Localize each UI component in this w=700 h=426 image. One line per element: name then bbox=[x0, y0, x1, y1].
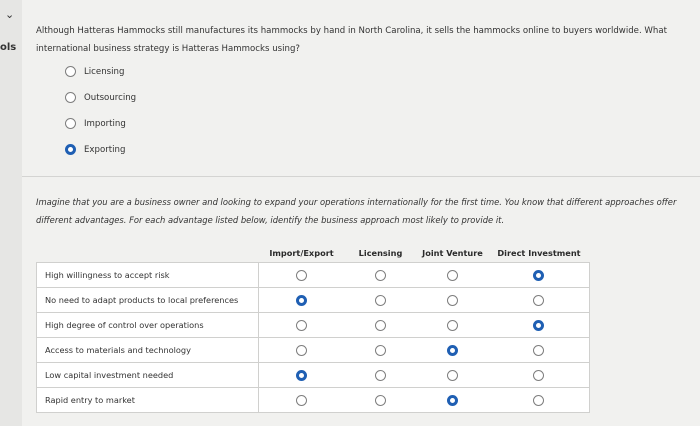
grid-header-row bbox=[37, 244, 590, 262]
grid-cell-import-export bbox=[259, 362, 345, 387]
grid-cell-direct-investment bbox=[489, 287, 590, 312]
column-header-direct-investment: Direct Investment bbox=[497, 247, 581, 258]
divider bbox=[22, 176, 700, 177]
radio-joint-venture[interactable] bbox=[447, 320, 458, 331]
grid-cell-joint-venture bbox=[417, 362, 489, 387]
row-label: Low capital investment needed bbox=[37, 362, 259, 387]
left-rail bbox=[0, 0, 22, 426]
row-label: High willingness to accept risk bbox=[37, 262, 259, 287]
grid-row bbox=[37, 312, 590, 337]
grid-cell-import-export bbox=[259, 337, 345, 362]
option-exporting[interactable] bbox=[65, 144, 125, 155]
grid-corner bbox=[37, 244, 259, 262]
radio-joint-venture[interactable] bbox=[447, 295, 458, 306]
grid-cell-licensing bbox=[345, 362, 417, 387]
grid-row bbox=[37, 362, 590, 387]
row-label: Rapid entry to market bbox=[37, 387, 259, 412]
option-label: Exporting bbox=[84, 144, 126, 155]
option-importing[interactable] bbox=[65, 118, 126, 129]
radio-import-export[interactable] bbox=[296, 345, 307, 356]
grid-cell-direct-investment bbox=[489, 387, 590, 412]
column-header-import-export: Import/Export bbox=[269, 247, 334, 258]
radio-joint-venture[interactable] bbox=[447, 270, 458, 281]
radio-licensing[interactable] bbox=[375, 395, 386, 406]
grid-cell-direct-investment bbox=[489, 362, 590, 387]
main-content bbox=[22, 0, 700, 426]
radio-exporting[interactable] bbox=[65, 144, 76, 155]
row-label: Access to materials and technology bbox=[37, 337, 259, 362]
radio-joint-venture[interactable] bbox=[447, 345, 458, 356]
radio-outsourcing[interactable] bbox=[65, 92, 76, 103]
radio-licensing[interactable] bbox=[65, 66, 76, 77]
grid-cell-joint-venture bbox=[417, 312, 489, 337]
grid-cell-licensing bbox=[345, 287, 417, 312]
radio-direct-investment[interactable] bbox=[533, 370, 544, 381]
grid-cell-licensing bbox=[345, 262, 417, 287]
grid-cell-direct-investment bbox=[489, 337, 590, 362]
radio-direct-investment[interactable] bbox=[533, 345, 544, 356]
grid-row bbox=[37, 387, 590, 412]
radio-joint-venture[interactable] bbox=[447, 370, 458, 381]
row-label: High degree of control over operations bbox=[37, 312, 259, 337]
grid-cell-joint-venture bbox=[417, 337, 489, 362]
column-header-licensing: Licensing bbox=[358, 247, 403, 258]
grid-cell-licensing bbox=[345, 312, 417, 337]
radio-direct-investment[interactable] bbox=[533, 395, 544, 406]
option-licensing[interactable] bbox=[65, 66, 124, 77]
radio-direct-investment[interactable] bbox=[533, 295, 544, 306]
grid-cell-direct-investment bbox=[489, 262, 590, 287]
grid-cell-joint-venture bbox=[417, 262, 489, 287]
grid-cell-import-export bbox=[259, 262, 345, 287]
question-1-text: Although Hatteras Hammocks still manufactures its hammocks by hand in North Carolina, it sells the hammocks online to buyers worldwide. What international business strategy is Hatteras Hammocks using? bbox=[36, 26, 668, 54]
radio-direct-investment[interactable] bbox=[533, 320, 544, 331]
grid-cell-import-export bbox=[259, 312, 345, 337]
option-label: Licensing bbox=[84, 66, 125, 77]
grid-row bbox=[37, 287, 590, 312]
grid-cell-licensing bbox=[345, 387, 417, 412]
radio-licensing[interactable] bbox=[375, 270, 386, 281]
radio-licensing[interactable] bbox=[375, 370, 386, 381]
row-label: No need to adapt products to local preferences bbox=[37, 287, 259, 312]
grid-cell-licensing bbox=[345, 337, 417, 362]
radio-import-export[interactable] bbox=[296, 370, 307, 381]
radio-licensing[interactable] bbox=[375, 295, 386, 306]
answer-grid bbox=[36, 244, 589, 414]
grid-cell-import-export bbox=[259, 387, 345, 412]
radio-licensing[interactable] bbox=[375, 345, 386, 356]
column-header-joint-venture: Joint Venture bbox=[422, 247, 483, 258]
radio-direct-investment[interactable] bbox=[533, 270, 544, 281]
grid-cell-import-export bbox=[259, 287, 345, 312]
radio-joint-venture[interactable] bbox=[447, 395, 458, 406]
radio-import-export[interactable] bbox=[296, 320, 307, 331]
radio-licensing[interactable] bbox=[375, 320, 386, 331]
grid-cell-joint-venture bbox=[417, 387, 489, 412]
question-2-text: Imagine that you are a business owner and looking to expand your operations internationally for the first time. You know that different approaches offer different advantages. For each advantage listed below, identify the business approach most likely to provide it. bbox=[36, 197, 677, 225]
rail-label: ols bbox=[0, 42, 17, 53]
option-outsourcing[interactable] bbox=[65, 92, 136, 103]
option-label: Importing bbox=[84, 118, 126, 129]
option-label: Outsourcing bbox=[84, 92, 137, 103]
radio-import-export[interactable] bbox=[296, 395, 307, 406]
grid-cell-direct-investment bbox=[489, 312, 590, 337]
chevron-down-icon[interactable]: ⌄ bbox=[5, 8, 15, 21]
grid-row bbox=[37, 262, 590, 287]
radio-import-export[interactable] bbox=[296, 270, 307, 281]
radio-import-export[interactable] bbox=[296, 295, 307, 306]
grid-cell-joint-venture bbox=[417, 287, 489, 312]
radio-importing[interactable] bbox=[65, 118, 76, 129]
grid-row bbox=[37, 337, 590, 362]
